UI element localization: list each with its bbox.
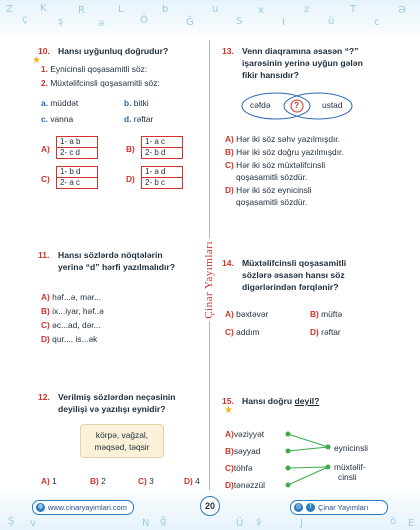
- social-link[interactable]: ◎ f Çinar Yayımları: [290, 500, 388, 515]
- question-text-line-2: işarəsinin yerinə uyğun gələn: [242, 58, 363, 68]
- question-number: 12.: [38, 392, 50, 402]
- question-number: 11.: [38, 250, 50, 260]
- website-link[interactable]: ◍ www.cinaryayimlari.com: [32, 500, 134, 515]
- option-d-label[interactable]: D): [126, 174, 135, 184]
- question-text-line-1: Verilmiş sözlərdən neçəsinin: [58, 392, 176, 402]
- option-a[interactable]: A)vəziyyət: [225, 429, 265, 439]
- question-text-line-2: yerinə “d” hərfi yazılmalıdır?: [58, 262, 176, 272]
- page-number: 20: [200, 496, 220, 516]
- matching-lines: [284, 426, 334, 490]
- question-13: [222, 46, 412, 216]
- option-c[interactable]: C) Hər iki söz müxtəlifcinsli: [225, 160, 326, 170]
- question-text: Hansı doğru deyil?: [242, 396, 320, 406]
- option-d-cont: qoşasamitli sözdür.: [236, 197, 308, 207]
- venn-question-mark: ?: [294, 100, 300, 110]
- item-1: 1. Eynicinsli qoşasamitli söz:: [41, 64, 148, 74]
- option-b[interactable]: B) ix...iyar, həf..ə: [41, 306, 104, 316]
- option-a[interactable]: A) 1: [41, 476, 57, 486]
- question-text-line-3: fikir hansıdır?: [242, 70, 299, 80]
- question-number: 13.: [222, 46, 234, 56]
- question-text-line-3: digərlərindən fərqlənir?: [242, 282, 339, 292]
- option-c-cont: qoşasamitli sözdür.: [236, 172, 308, 182]
- word-c: c. vanna: [41, 114, 74, 124]
- question-text-line-1: Müxtəlifcinsli qoşasamitli: [242, 258, 347, 268]
- option-b[interactable]: B) 2: [90, 476, 106, 486]
- word-a: a. müddət: [41, 98, 79, 108]
- star-icon: ★: [32, 55, 41, 66]
- question-text-line-1: Venn diaqramına əsasən “?”: [242, 46, 359, 56]
- category-muxtelif-line-1: müxtəlif-: [334, 462, 366, 472]
- option-b[interactable]: B)səyyad: [225, 446, 261, 456]
- question-number: 10.: [38, 46, 50, 56]
- option-c-label[interactable]: C): [41, 174, 50, 184]
- venn-right-word: ustad: [322, 100, 343, 110]
- option-b[interactable]: B) müftə: [310, 309, 343, 319]
- category-eynicinsli: eynicinsli: [334, 443, 368, 453]
- option-d-box[interactable]: 1- a d 2- b c: [141, 166, 183, 189]
- option-a-box[interactable]: 1- a b 2- c d: [56, 136, 98, 159]
- question-text-line-2: deyilişi və yazılışı eynidir?: [58, 404, 166, 414]
- question-12: [38, 392, 203, 492]
- option-a[interactable]: A) Hər iki söz səhv yazılmışdır.: [225, 134, 340, 144]
- option-d[interactable]: D) rəftar: [310, 327, 341, 337]
- option-d[interactable]: D) qur..., is...ək: [41, 334, 98, 344]
- option-c[interactable]: C) addım: [225, 327, 260, 337]
- option-d[interactable]: D)tənəzzül: [225, 480, 266, 490]
- option-c-box[interactable]: 1- b d 2- a c: [56, 166, 98, 189]
- question-11: [38, 250, 203, 350]
- question-text: Hansı uyğunluq doğrudur?: [58, 46, 169, 56]
- option-b-label[interactable]: B): [126, 144, 135, 154]
- star-icon: ★: [224, 405, 233, 416]
- instagram-icon: ◎: [295, 504, 302, 510]
- question-text-line-2: sözlərə əsasən hansı söz: [242, 270, 345, 280]
- question-number: 14.: [222, 258, 234, 268]
- word-d: d. rəftar: [124, 114, 154, 124]
- question-text-line-1: Hansı sözlərdə nöqtələrin: [58, 250, 163, 260]
- brand-text: Çinar Yayımları: [203, 241, 215, 319]
- question-number: 15.: [222, 396, 234, 406]
- facebook-icon: f: [306, 503, 315, 512]
- word-list-box: körpə, vağzal, məqsəd, təqsir: [80, 424, 164, 458]
- option-c[interactable]: C) əc...ad, dər...: [41, 320, 101, 330]
- option-a-label[interactable]: A): [41, 144, 50, 154]
- option-d[interactable]: D) Hər iki söz eynicinsli: [225, 185, 312, 195]
- venn-left-word: cəfdə: [250, 100, 271, 110]
- option-b[interactable]: B) Hər iki söz doğru yazılmışdır.: [225, 147, 344, 157]
- question-10: [38, 46, 203, 196]
- question-14: [222, 258, 412, 348]
- option-a[interactable]: A) həf...ə, mər...: [41, 292, 102, 302]
- option-c[interactable]: C)töhfə: [225, 463, 253, 473]
- option-b-box[interactable]: 1- a c 2- b d: [141, 136, 183, 159]
- globe-icon: ◍: [37, 504, 44, 510]
- word-b: b. bitki: [124, 98, 149, 108]
- option-c[interactable]: C) 3: [138, 476, 154, 486]
- category-muxtelif-line-2: cinsli: [338, 472, 357, 482]
- item-2: 2. Müxtəlifcinsli qoşasamitli söz:: [41, 78, 160, 88]
- option-d[interactable]: D) 4: [184, 476, 200, 486]
- question-15: [222, 396, 412, 491]
- option-a[interactable]: A) bəxtəvər: [225, 309, 269, 319]
